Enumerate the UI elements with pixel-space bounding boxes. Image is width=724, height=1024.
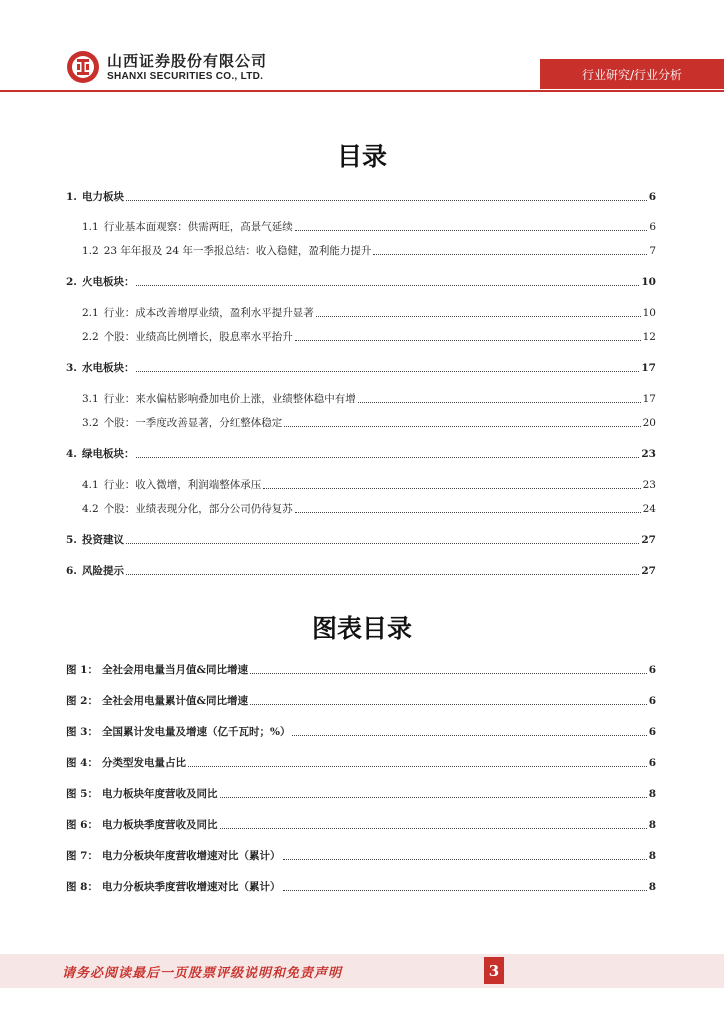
toc-entry-number: 6. [66,565,77,577]
toc-entry-page: 20 [642,417,656,429]
figure-page: 6 [648,726,656,738]
figure-entry[interactable] [66,693,656,709]
figure-caption: 全国累计发电量及增速（亿千瓦时；%） [102,726,291,738]
figure-label: 图 5： [66,788,98,800]
toc-entry[interactable] [66,563,656,579]
toc-entry-number: 1.1 [82,221,99,233]
toc-entry[interactable] [66,189,656,205]
toc-entry-page: 6 [649,221,656,233]
figure-page: 8 [648,881,656,893]
page-header [0,0,724,100]
toc-entry-text: 23 年年报及 24 年一季报总结：收入稳健，盈利能力提升 [103,245,372,257]
figure-page: 6 [648,664,656,676]
figure-label: 图 2： [66,695,98,707]
toc-entry-number: 4.2 [82,503,99,515]
toc-entry-text: 个股：业绩高比例增长，股息率水平抬升 [103,331,293,343]
figure-caption: 全社会用电量累计值&同比增速 [102,695,248,707]
toc-entry-page: 23 [641,448,656,460]
figure-caption: 电力分板块季度营收增速对比（累计） [102,881,281,893]
toc-entry-page: 6 [648,191,656,203]
toc-entry[interactable] [82,329,656,345]
toc-entry-text: 火电板块： [81,276,135,288]
toc-entry-page: 12 [642,331,656,343]
company-logo-icon [66,50,100,84]
toc-entry-text: 个股：业绩表现分化，部分公司仍待复苏 [103,503,293,515]
toc-entry-page: 27 [641,565,656,577]
figure-caption: 电力板块年度营收及同比 [102,788,218,800]
toc-entry-number: 4. [66,448,77,460]
figure-caption: 电力板块季度营收及同比 [102,819,218,831]
figure-entry[interactable] [66,724,656,740]
toc-entry-number: 3.1 [82,393,99,405]
toc-entry-number: 4.1 [82,479,99,491]
figure-page: 8 [648,850,656,862]
toc-entry-page: 17 [642,393,656,405]
figure-label: 图 7： [66,850,98,862]
figure-entry[interactable] [66,817,656,833]
company-name-en: SHANXI SECURITIES CO., LTD. [107,71,264,82]
header-divider [0,90,724,92]
toc-entry-number: 3. [66,362,77,374]
toc-entry-page: 24 [642,503,656,515]
toc-entry-text: 风险提示 [81,565,124,577]
toc-entry-text: 行业：收入微增，利润端整体承压 [103,479,262,491]
toc-entry[interactable] [82,305,656,321]
toc-entry-number: 1. [66,191,77,203]
toc-entry-text: 水电板块： [81,362,135,374]
toc-entry-page: 27 [641,534,656,546]
toc-entry-text: 行业基本面观察：供需两旺，高景气延续 [103,221,293,233]
toc-entry[interactable] [82,477,656,493]
figure-caption: 分类型发电量占比 [102,757,186,769]
figure-label: 图 8： [66,881,98,893]
toc-entry[interactable] [82,243,656,259]
toc-entry-page: 10 [642,307,656,319]
report-category-banner: 行业研究/行业分析 [540,59,724,89]
company-name-cn: 山西证券股份有限公司 [107,52,268,70]
toc-entry-text: 绿电板块： [81,448,135,460]
toc-entry-text: 投资建议 [81,534,124,546]
figure-entry[interactable] [66,879,656,895]
toc-entry-text: 个股：一季度改善显著，分红整体稳定 [103,417,283,429]
figure-page: 6 [648,757,656,769]
figure-entry[interactable] [66,755,656,771]
toc-entry-number: 2.2 [82,331,99,343]
toc-entry-page: 7 [649,245,656,257]
figure-entry[interactable] [66,848,656,864]
footer-disclaimer: 请务必阅读最后一页股票评级说明和免责声明 [62,966,343,981]
figure-page: 8 [648,788,656,800]
figure-caption: 电力分板块年度营收增速对比（累计） [102,850,281,862]
toc-entry-number: 5. [66,534,77,546]
toc-entry[interactable] [66,446,656,462]
toc-entry-number: 2.1 [82,307,99,319]
figure-entry[interactable] [66,662,656,678]
toc-entry[interactable] [66,532,656,548]
toc-title: 目录 [336,142,387,171]
toc-entry[interactable] [66,360,656,376]
figure-label: 图 6： [66,819,98,831]
figure-list-title: 图表目录 [311,614,412,643]
figure-label: 图 4： [66,757,98,769]
toc-entry-number: 2. [66,276,77,288]
toc-entry-page: 10 [641,276,656,288]
toc-entry[interactable] [82,219,656,235]
figure-label: 图 1： [66,664,98,676]
toc-entry[interactable] [66,274,656,290]
toc-entry-number: 3.2 [82,417,99,429]
figure-label: 图 3： [66,726,98,738]
toc-entry[interactable] [82,501,656,517]
toc-entry-page: 23 [642,479,656,491]
toc-entry-text: 行业：来水偏枯影响叠加电价上涨，业绩整体稳中有增 [103,393,356,405]
toc-entry-text: 行业：成本改善增厚业绩，盈利水平提升显著 [103,307,314,319]
toc-entry-text: 电力板块 [81,191,124,203]
figure-entry[interactable] [66,786,656,802]
figure-page: 8 [648,819,656,831]
toc-entry-number: 1.2 [82,245,99,257]
toc-entry[interactable] [82,415,656,431]
toc-entry[interactable] [82,391,656,407]
figure-caption: 全社会用电量当月值&同比增速 [102,664,248,676]
toc-entry-page: 17 [641,362,656,374]
figure-page: 6 [648,695,656,707]
page-number: 3 [484,957,504,984]
